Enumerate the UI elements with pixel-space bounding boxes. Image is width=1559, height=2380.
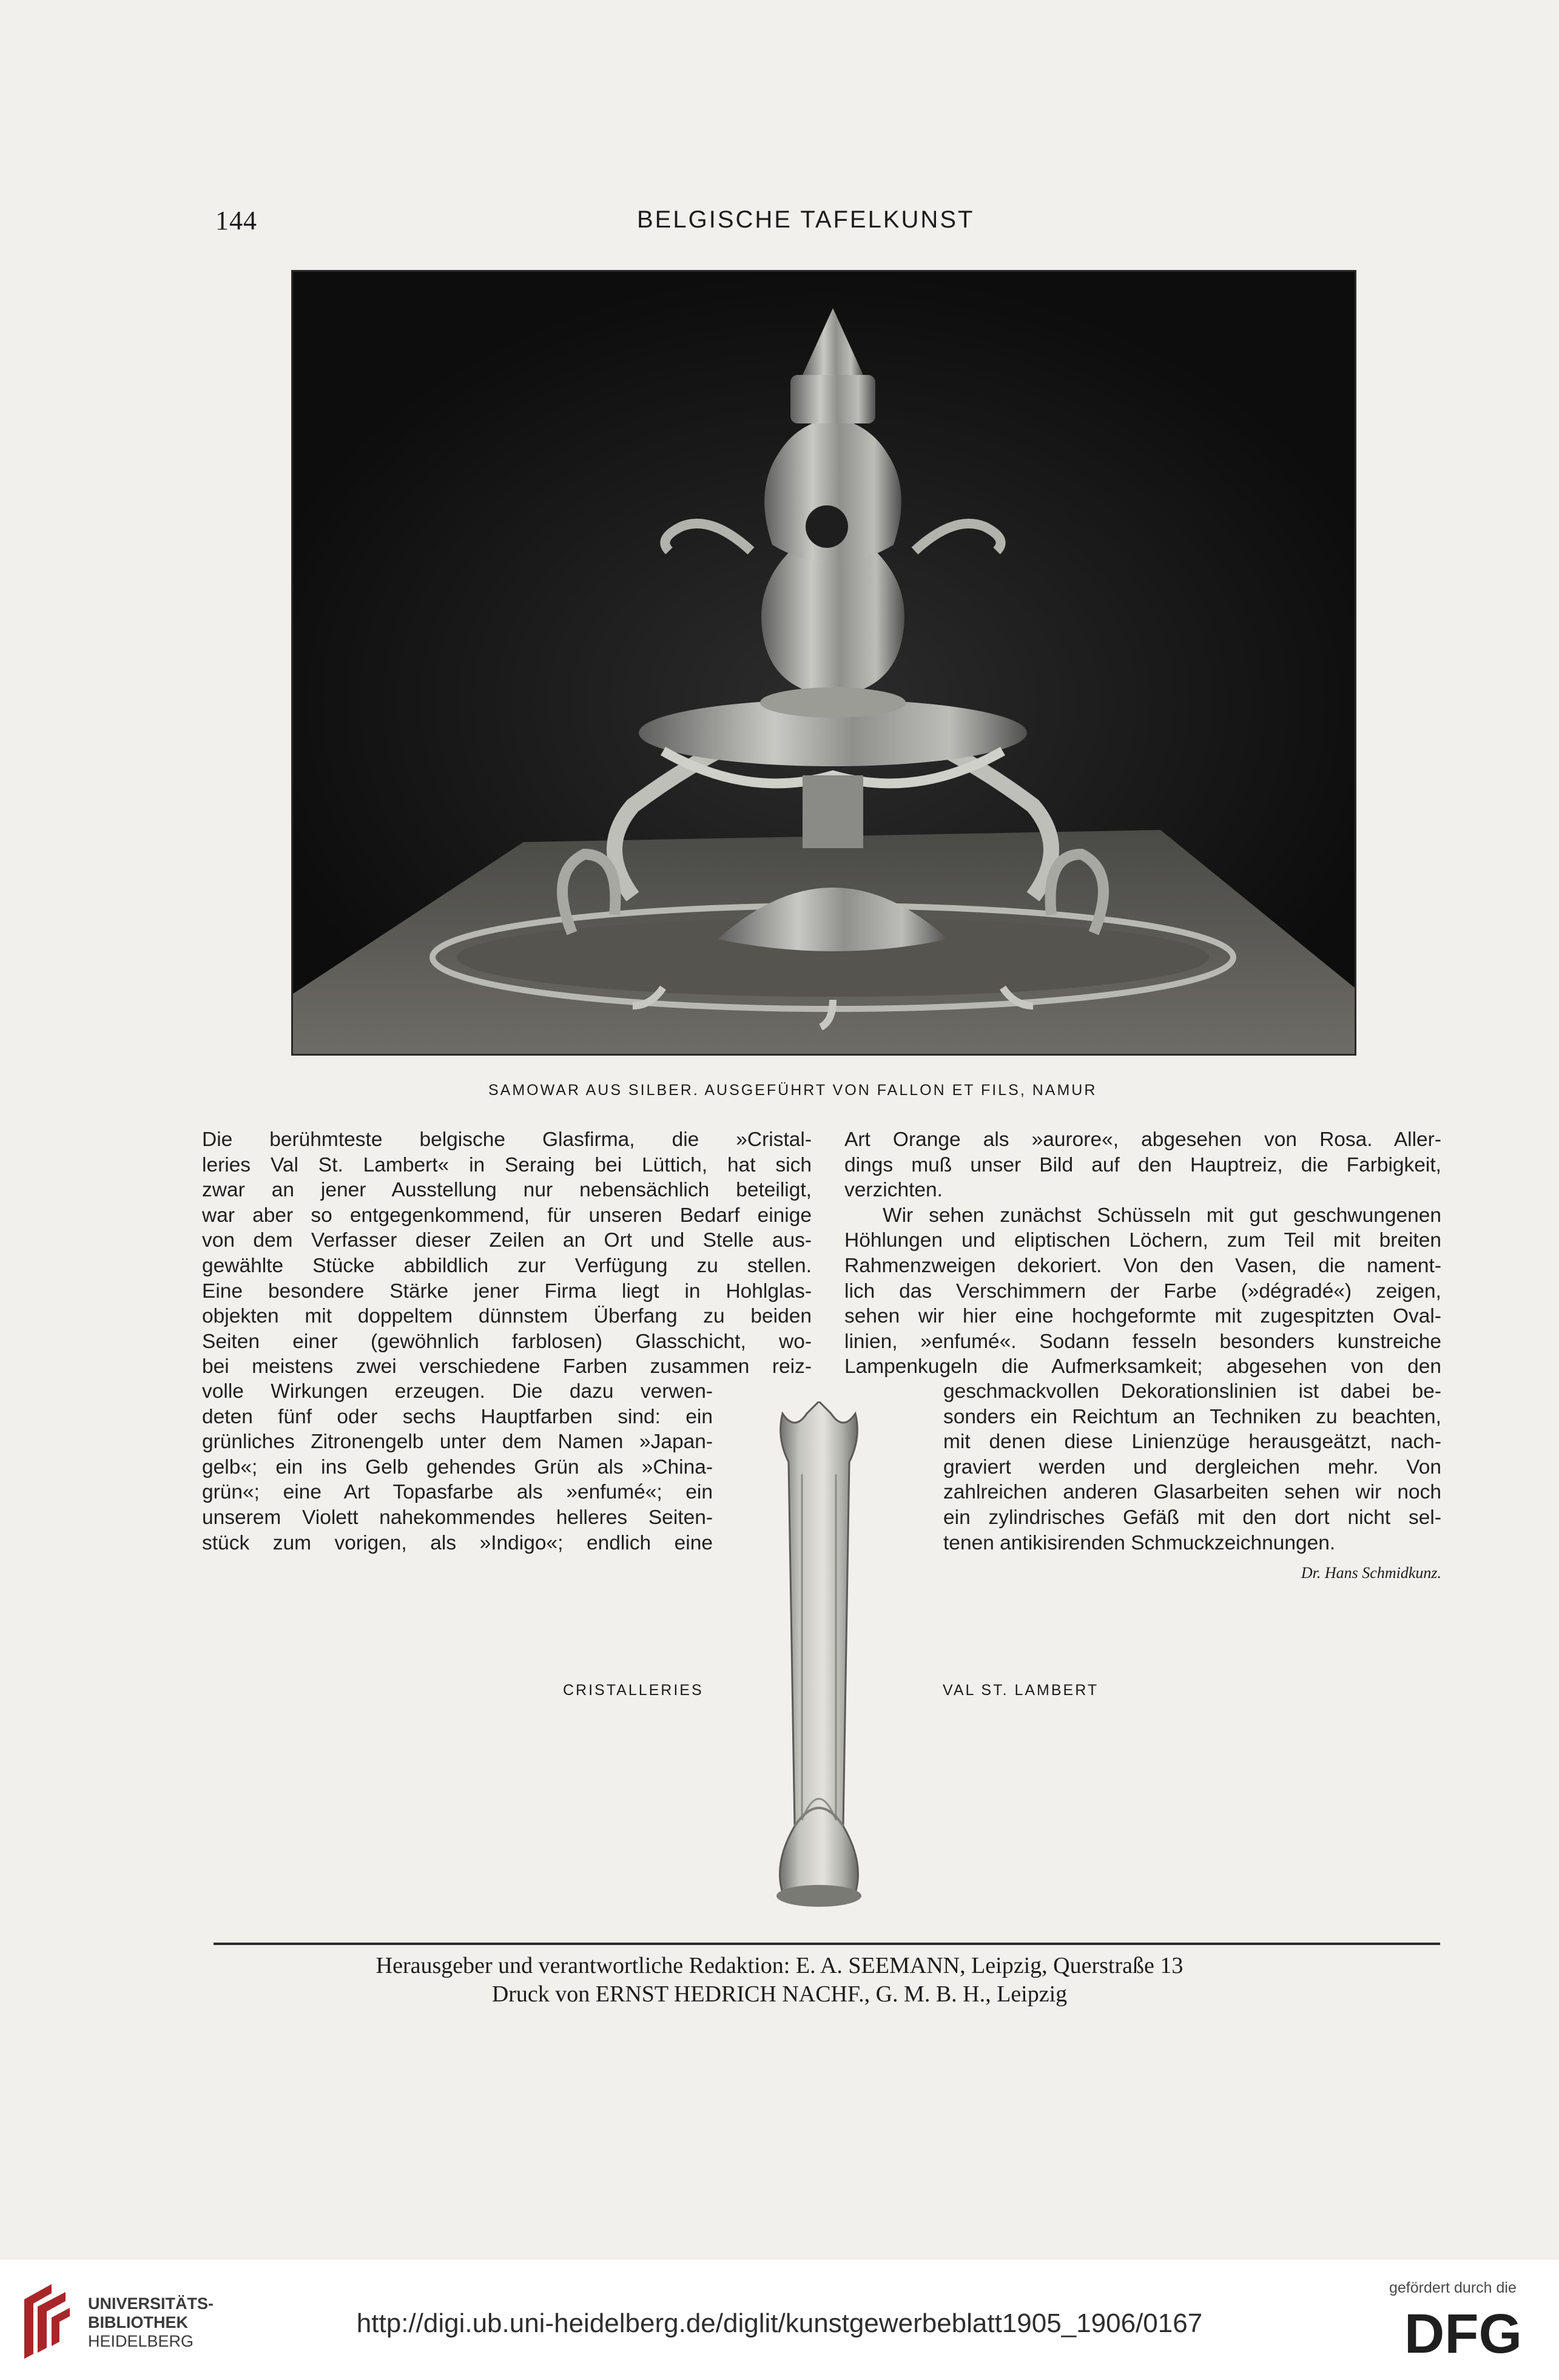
samovar-illustration: [293, 272, 1355, 1054]
samovar-photograph: [291, 270, 1356, 1056]
text-line: Höhlungen und eliptischen Löchern, zum Teil mit breiten: [844, 1229, 1441, 1252]
text-line: zwar an jener Ausstellung nur nebensächlich beteiligt,: [202, 1179, 812, 1202]
printer-imprint: Druck von ERNST HEDRICH NACHF., G. M. B. H., Leipzig: [491, 1981, 1068, 2007]
text-line: war aber so entgegenkommend, für unseren Bedarf einige: [202, 1204, 812, 1227]
text-line: geschmackvollen Dekorationslinien ist dabei be-: [943, 1380, 1441, 1403]
article-left-column-narrow: [202, 1379, 713, 1556]
dfg-logo-icon: [1386, 2305, 1541, 2357]
text-line: linien, »enfumé«. Sodann fesseln besonders kunstreiche: [844, 1330, 1441, 1353]
library-name-line: UNIVERSITÄTS-: [88, 2294, 214, 2313]
text-line: deten fünf oder sechs Hauptfarben sind: ein: [202, 1405, 713, 1428]
text-line: sehen wir hier eine hochgeformte mit zugespitzten Oval-: [844, 1305, 1441, 1328]
vase-caption-left: CRISTALLERIES: [563, 1682, 704, 1699]
text-line: lich das Verschimmern der Farbe (»dégradé«) zeigen,: [844, 1279, 1441, 1303]
imprint-divider: [214, 1943, 1440, 1945]
vase-illustration: [758, 1401, 880, 1917]
text-line: gelb«; ein ins Gelb gehendes Grün als »China-: [202, 1455, 713, 1478]
text-line: stück zum vorigen, als »Indigo«; endlich eine: [202, 1531, 713, 1554]
text-line: mit denen diese Linienzüge herausgeätzt, nach-: [943, 1431, 1441, 1454]
text-line: sonders ein Reichtum an Techniken zu beachten,: [943, 1405, 1441, 1428]
text-line: tenen antikisirenden Schmuckzeichnungen.: [943, 1531, 1336, 1554]
text-line: ein zylindrisches Gefäß mit den dort nicht sel-: [943, 1506, 1441, 1529]
page-number: 144: [215, 206, 257, 235]
text-line: gewählte Stücke abbildlich zur Verfügung zu stellen.: [202, 1254, 812, 1277]
text-line: Die berühmteste belgische Glasfirma, die »Cristal-: [202, 1128, 812, 1151]
text-line: leries Val St. Lambert« in Seraing bei Lüttich, hat sich: [202, 1153, 812, 1176]
text-line: Wir sehen zunächst Schüsseln mit gut geschwungenen: [883, 1204, 1441, 1227]
text-line: bei meistens zwei verschiedene Farben zusammen reiz-: [202, 1355, 812, 1378]
publisher-imprint: Herausgeber und verantwortliche Redaktion: E. A. SEEMANN, Leipzig, Querstraße 13: [375, 1953, 1184, 1978]
author-signature: Dr. Hans Schmidkunz.: [1301, 1564, 1441, 1582]
text-line: unserem Violett nahekommendes helleres Seiten-: [202, 1506, 713, 1529]
text-line: verzichten.: [844, 1179, 943, 1202]
article-right-column-narrow: [943, 1379, 1441, 1556]
library-name-line: BIBLIOTHEK: [88, 2313, 188, 2331]
text-line: Rahmenzweigen dekoriert. Von den Vasen, die nament-: [844, 1254, 1441, 1277]
running-head: BELGISCHE TAFELKUNST: [637, 206, 975, 233]
dfg-logo-text: DFG: [1404, 2305, 1523, 2357]
text-line: dings muß unser Bild auf den Hauptreiz, die Farbigkeit,: [844, 1153, 1441, 1176]
article-left-column: [202, 1127, 812, 1380]
vase-caption-right: VAL ST. LAMBERT: [943, 1682, 1099, 1699]
text-line: grün«; eine Art Topasfarbe als »enfumé«; ein: [202, 1481, 713, 1504]
library-name-line: HEIDELBERG: [88, 2332, 194, 2350]
samovar-caption: SAMOWAR AUS SILBER. AUSGEFÜHRT VON FALLON ET FILS, NAMUR: [488, 1082, 1097, 1099]
article-right-column: [844, 1127, 1441, 1380]
text-line: volle Wirkungen erzeugen. Die dazu verwen-: [202, 1380, 713, 1403]
text-line: von dem Verfasser dieser Zeilen an Ort und Stelle aus-: [202, 1229, 812, 1252]
text-line: Eine besondere Stärke jener Firma liegt in Hohlglas-: [202, 1279, 812, 1303]
text-line: graviert werden und dergleichen mehr. Von: [943, 1455, 1441, 1478]
text-line: grünliches Zitronengelb unter dem Namen »Japan-: [202, 1431, 713, 1454]
funding-label: gefördert durch die: [1389, 2279, 1517, 2296]
text-line: zahlreichen anderen Glasarbeiten sehen wir noch: [943, 1481, 1441, 1504]
text-line: objekten mit doppeltem dünnstem Überfang zu beiden: [202, 1305, 812, 1328]
text-line: Art Orange als »aurore«, abgesehen von Rosa. Aller-: [844, 1128, 1441, 1151]
text-line: Seiten einer (gewöhnlich farblosen) Glasschicht, wo-: [202, 1330, 812, 1353]
text-line: Lampenkugeln die Aufmerksamkeit; abgesehen von den: [844, 1355, 1441, 1378]
permalink-url[interactable]: http://digi.ub.uni-heidelberg.de/diglit/kunstgewerbeblatt1905_1906/0167: [356, 2308, 1203, 2338]
